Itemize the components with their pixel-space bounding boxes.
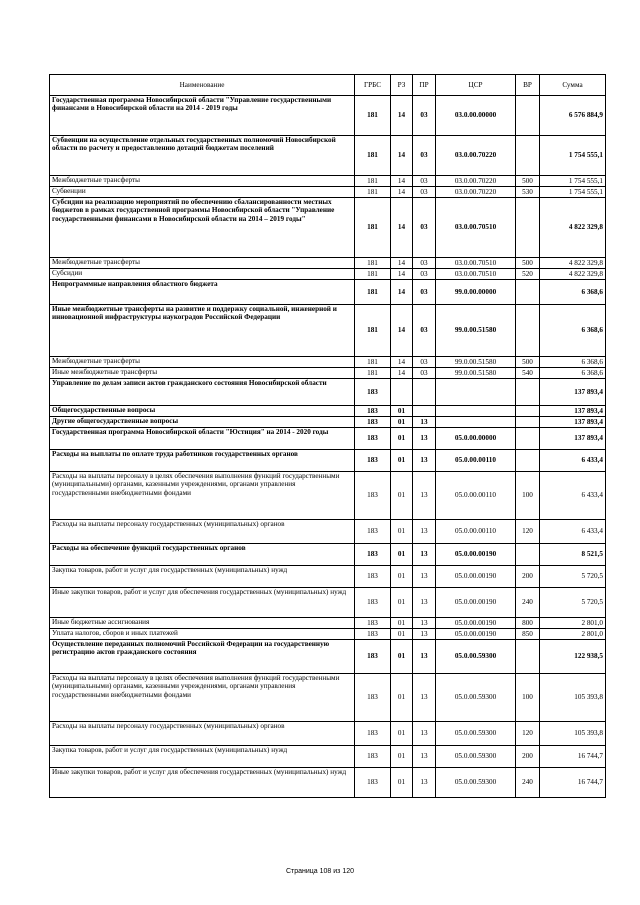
- cell-rz: 01: [391, 618, 413, 629]
- cell-name: Субсидии: [50, 269, 355, 280]
- cell-name: Осуществление переданных полномочий Российской Федерации на государственную регистрацию актов гражданского состояния: [50, 640, 355, 674]
- cell-grbs: 183: [355, 406, 391, 417]
- cell-grbs: 181: [355, 357, 391, 368]
- cell-csr: 05.0.00.00110: [436, 472, 516, 520]
- header-csr: ЦСР: [436, 75, 516, 96]
- cell-vr: [516, 428, 540, 450]
- cell-csr: 05.0.00.00190: [436, 566, 516, 588]
- cell-sum: 16 744,7: [540, 746, 606, 768]
- table-row: [50, 588, 606, 618]
- cell-vr: 240: [516, 588, 540, 618]
- cell-sum: 4 822 329,8: [540, 198, 606, 258]
- cell-vr: 500: [516, 258, 540, 269]
- cell-sum: 1 754 555,1: [540, 136, 606, 176]
- cell-rz: 14: [391, 368, 413, 379]
- cell-sum: 6 368,6: [540, 357, 606, 368]
- cell-vr: 240: [516, 768, 540, 798]
- cell-csr: 99.0.00.51580: [436, 305, 516, 357]
- header-pr: ПР: [413, 75, 436, 96]
- cell-rz: 14: [391, 136, 413, 176]
- table-row: [50, 544, 606, 566]
- cell-rz: 01: [391, 406, 413, 417]
- table-row: [50, 258, 606, 269]
- table-row: [50, 417, 606, 428]
- cell-vr: 800: [516, 618, 540, 629]
- cell-sum: 5 720,5: [540, 566, 606, 588]
- cell-pr: 03: [413, 136, 436, 176]
- cell-vr: 500: [516, 176, 540, 187]
- cell-grbs: 183: [355, 640, 391, 674]
- cell-pr: 13: [413, 566, 436, 588]
- cell-name: Иные закупки товаров, работ и услуг для обеспечения государственных (муниципальных) нужд: [50, 588, 355, 618]
- cell-grbs: 183: [355, 450, 391, 472]
- cell-csr: 03.0.00.70510: [436, 258, 516, 269]
- table-row: [50, 269, 606, 280]
- cell-rz: 01: [391, 746, 413, 768]
- table-row: [50, 96, 606, 136]
- cell-name: Межбюджетные трансферты: [50, 176, 355, 187]
- cell-rz: 01: [391, 520, 413, 544]
- cell-csr: 05.0.00.00110: [436, 520, 516, 544]
- cell-grbs: 181: [355, 198, 391, 258]
- header-name: Наименование: [50, 75, 355, 96]
- cell-sum: 6 368,6: [540, 280, 606, 305]
- header-sum: Сумма: [540, 75, 606, 96]
- table-row: [50, 768, 606, 798]
- cell-pr: [413, 406, 436, 417]
- cell-sum: 1 754 555,1: [540, 187, 606, 198]
- cell-name: Общегосударственные вопросы: [50, 406, 355, 417]
- header-vr: ВР: [516, 75, 540, 96]
- cell-vr: 100: [516, 472, 540, 520]
- cell-rz: 01: [391, 722, 413, 746]
- cell-vr: 120: [516, 520, 540, 544]
- cell-sum: 16 744,7: [540, 768, 606, 798]
- cell-csr: 05.0.00.00110: [436, 450, 516, 472]
- cell-rz: 01: [391, 417, 413, 428]
- cell-pr: [413, 379, 436, 406]
- header-grbs: ГРБС: [355, 75, 391, 96]
- cell-rz: 14: [391, 269, 413, 280]
- cell-name: Уплата налогов, сборов и иных платежей: [50, 629, 355, 640]
- cell-name: Межбюджетные трансферты: [50, 357, 355, 368]
- cell-sum: 6 368,6: [540, 305, 606, 357]
- cell-grbs: 183: [355, 588, 391, 618]
- cell-grbs: 183: [355, 629, 391, 640]
- cell-vr: [516, 136, 540, 176]
- cell-grbs: 181: [355, 269, 391, 280]
- cell-grbs: 183: [355, 618, 391, 629]
- cell-vr: [516, 406, 540, 417]
- table-row: [50, 198, 606, 258]
- cell-sum: 105 393,8: [540, 722, 606, 746]
- cell-rz: 14: [391, 357, 413, 368]
- cell-name: Межбюджетные трансферты: [50, 258, 355, 269]
- table-row: [50, 428, 606, 450]
- cell-sum: 137 893,4: [540, 379, 606, 406]
- table-row: [50, 305, 606, 357]
- cell-csr: [436, 417, 516, 428]
- cell-rz: 14: [391, 258, 413, 269]
- cell-vr: [516, 379, 540, 406]
- cell-csr: 05.0.00.00190: [436, 629, 516, 640]
- cell-csr: 03.0.00.70220: [436, 136, 516, 176]
- cell-name: Управление по делам записи актов гражданского состояния Новосибирской области: [50, 379, 355, 406]
- table-row: [50, 136, 606, 176]
- table-row: [50, 520, 606, 544]
- cell-rz: 01: [391, 450, 413, 472]
- table-row: [50, 280, 606, 305]
- cell-pr: 13: [413, 746, 436, 768]
- cell-grbs: 181: [355, 96, 391, 136]
- cell-sum: 122 938,5: [540, 640, 606, 674]
- cell-name: Закупка товаров, работ и услуг для государственных (муниципальных) нужд: [50, 746, 355, 768]
- cell-csr: 05.0.00.59300: [436, 640, 516, 674]
- cell-vr: 500: [516, 357, 540, 368]
- cell-pr: 03: [413, 96, 436, 136]
- cell-name: Субвенции: [50, 187, 355, 198]
- cell-csr: 03.0.00.70510: [436, 269, 516, 280]
- cell-grbs: 181: [355, 258, 391, 269]
- cell-sum: 6 433,4: [540, 520, 606, 544]
- cell-pr: 03: [413, 269, 436, 280]
- cell-pr: 03: [413, 187, 436, 198]
- cell-vr: 540: [516, 368, 540, 379]
- cell-name: Иные межбюджетные трансферты на развитие и поддержку социальной, инженерной и инновационной инфраструктуры наукоградов Российской Федерации: [50, 305, 355, 357]
- cell-csr: 05.0.00.00190: [436, 588, 516, 618]
- cell-vr: 200: [516, 566, 540, 588]
- cell-pr: 13: [413, 544, 436, 566]
- cell-vr: 100: [516, 674, 540, 722]
- cell-sum: 105 393,8: [540, 674, 606, 722]
- cell-name: Государственная программа Новосибирской области "Юстиция" на 2014 - 2020 годы: [50, 428, 355, 450]
- cell-vr: 530: [516, 187, 540, 198]
- cell-grbs: 183: [355, 544, 391, 566]
- table-row: [50, 379, 606, 406]
- cell-name: Иные закупки товаров, работ и услуг для обеспечения государственных (муниципальных) нужд: [50, 768, 355, 798]
- cell-rz: 01: [391, 544, 413, 566]
- cell-name: Государственная программа Новосибирской области "Управление государственными финансами в Новосибирской области на 2014 - 2019 годы: [50, 96, 355, 136]
- cell-rz: 01: [391, 472, 413, 520]
- cell-pr: 13: [413, 768, 436, 798]
- cell-vr: [516, 640, 540, 674]
- cell-csr: 99.0.00.51580: [436, 357, 516, 368]
- cell-vr: 520: [516, 269, 540, 280]
- cell-pr: 03: [413, 357, 436, 368]
- cell-rz: 01: [391, 629, 413, 640]
- cell-pr: 13: [413, 640, 436, 674]
- table-row: [50, 450, 606, 472]
- cell-sum: 8 521,5: [540, 544, 606, 566]
- cell-pr: 13: [413, 618, 436, 629]
- cell-rz: 14: [391, 280, 413, 305]
- cell-pr: 13: [413, 588, 436, 618]
- cell-grbs: 183: [355, 746, 391, 768]
- cell-grbs: 183: [355, 379, 391, 406]
- budget-table: [49, 74, 606, 798]
- cell-grbs: 181: [355, 280, 391, 305]
- cell-sum: 137 893,4: [540, 417, 606, 428]
- table-row: [50, 566, 606, 588]
- cell-pr: 13: [413, 472, 436, 520]
- cell-vr: [516, 305, 540, 357]
- cell-rz: 01: [391, 768, 413, 798]
- header-rz: РЗ: [391, 75, 413, 96]
- table-row: [50, 674, 606, 722]
- cell-pr: 13: [413, 520, 436, 544]
- table-row: [50, 618, 606, 629]
- cell-grbs: 183: [355, 722, 391, 746]
- cell-csr: 03.0.00.70220: [436, 176, 516, 187]
- cell-rz: 01: [391, 640, 413, 674]
- cell-sum: 6 576 884,9: [540, 96, 606, 136]
- cell-csr: 05.0.00.00190: [436, 618, 516, 629]
- cell-sum: 6 433,4: [540, 450, 606, 472]
- cell-name: Расходы на выплаты персоналу государственных (муниципальных) органов: [50, 520, 355, 544]
- cell-vr: [516, 450, 540, 472]
- cell-sum: 5 720,5: [540, 588, 606, 618]
- cell-sum: 137 893,4: [540, 406, 606, 417]
- cell-csr: 03.0.00.70510: [436, 198, 516, 258]
- cell-rz: 01: [391, 428, 413, 450]
- cell-rz: 01: [391, 588, 413, 618]
- cell-name: Закупка товаров, работ и услуг для государственных (муниципальных) нужд: [50, 566, 355, 588]
- cell-grbs: 183: [355, 674, 391, 722]
- cell-pr: 03: [413, 305, 436, 357]
- cell-pr: 13: [413, 450, 436, 472]
- cell-rz: 01: [391, 674, 413, 722]
- cell-grbs: 183: [355, 768, 391, 798]
- cell-rz: 01: [391, 566, 413, 588]
- cell-name: Субсидии на реализацию мероприятий по обеспечению сбалансированности местных бюджетов в рамках государственной программы Новосибирской области "Управление государственными финансами в Новосибирской области на 2014 – 2019 годы": [50, 198, 355, 258]
- cell-pr: 03: [413, 280, 436, 305]
- table-row: [50, 629, 606, 640]
- cell-pr: 13: [413, 417, 436, 428]
- page-number: Страница 108 из 120: [285, 868, 355, 875]
- cell-rz: 14: [391, 187, 413, 198]
- cell-grbs: 183: [355, 520, 391, 544]
- table-row: [50, 368, 606, 379]
- cell-sum: 6 433,4: [540, 472, 606, 520]
- cell-sum: 1 754 555,1: [540, 176, 606, 187]
- cell-sum: 2 801,0: [540, 629, 606, 640]
- cell-name: Расходы на обеспечение функций государственных органов: [50, 544, 355, 566]
- cell-vr: 850: [516, 629, 540, 640]
- cell-name: Расходы на выплаты персоналу в целях обеспечения выполнения функций государственными (муниципальными) органами, казенными учреждениями, органами управления государственными внебюджетными фондами: [50, 472, 355, 520]
- cell-pr: 13: [413, 674, 436, 722]
- cell-name: Расходы на выплаты персоналу государственных (муниципальных) органов: [50, 722, 355, 746]
- cell-grbs: 183: [355, 417, 391, 428]
- cell-csr: 99.0.00.00000: [436, 280, 516, 305]
- cell-csr: [436, 379, 516, 406]
- cell-vr: [516, 417, 540, 428]
- cell-name: Иные бюджетные ассигнования: [50, 618, 355, 629]
- cell-vr: [516, 544, 540, 566]
- cell-vr: [516, 96, 540, 136]
- cell-name: Другие общегосударственные вопросы: [50, 417, 355, 428]
- cell-pr: 03: [413, 368, 436, 379]
- cell-grbs: 183: [355, 428, 391, 450]
- cell-vr: [516, 198, 540, 258]
- cell-pr: 13: [413, 629, 436, 640]
- cell-rz: 14: [391, 198, 413, 258]
- cell-rz: [391, 379, 413, 406]
- cell-csr: 05.0.00.59300: [436, 768, 516, 798]
- table-row: [50, 187, 606, 198]
- cell-name: Расходы на выплаты персоналу в целях обеспечения выполнения функций государственными (муниципальными) органами, казенными учреждениями, органами управления государственными внебюджетными фондами: [50, 674, 355, 722]
- cell-csr: 05.0.00.00000: [436, 428, 516, 450]
- cell-grbs: 183: [355, 472, 391, 520]
- cell-csr: 05.0.00.59300: [436, 746, 516, 768]
- cell-sum: 137 893,4: [540, 428, 606, 450]
- cell-grbs: 181: [355, 187, 391, 198]
- cell-name: Расходы на выплаты по оплате труда работников государственных органов: [50, 450, 355, 472]
- cell-pr: 03: [413, 198, 436, 258]
- cell-csr: 03.0.00.70220: [436, 187, 516, 198]
- cell-csr: 99.0.00.51580: [436, 368, 516, 379]
- cell-grbs: 181: [355, 368, 391, 379]
- cell-name: Иные межбюджетные трансферты: [50, 368, 355, 379]
- table-header-row: [50, 75, 606, 96]
- table-row: [50, 406, 606, 417]
- cell-vr: 200: [516, 746, 540, 768]
- cell-csr: 05.0.00.59300: [436, 722, 516, 746]
- cell-rz: 14: [391, 176, 413, 187]
- cell-csr: [436, 406, 516, 417]
- table-row: [50, 357, 606, 368]
- cell-pr: 03: [413, 176, 436, 187]
- cell-pr: 13: [413, 722, 436, 746]
- cell-pr: 03: [413, 258, 436, 269]
- cell-vr: [516, 280, 540, 305]
- cell-grbs: 181: [355, 136, 391, 176]
- cell-rz: 14: [391, 305, 413, 357]
- cell-vr: 120: [516, 722, 540, 746]
- cell-csr: 05.0.00.00190: [436, 544, 516, 566]
- cell-name: Субвенции на осуществление отдельных государственных полномочий Новосибирской области по расчету и предоставлению дотаций бюджетам поселений: [50, 136, 355, 176]
- table-row: [50, 722, 606, 746]
- cell-sum: 4 822 329,8: [540, 258, 606, 269]
- table-row: [50, 746, 606, 768]
- table-body: [50, 96, 606, 798]
- cell-csr: 05.0.00.59300: [436, 674, 516, 722]
- cell-grbs: 181: [355, 176, 391, 187]
- table-row: [50, 472, 606, 520]
- cell-sum: 6 368,6: [540, 368, 606, 379]
- cell-name: Непрограммные направления областного бюджета: [50, 280, 355, 305]
- cell-sum: 2 801,0: [540, 618, 606, 629]
- cell-grbs: 181: [355, 305, 391, 357]
- cell-csr: 03.0.00.00000: [436, 96, 516, 136]
- cell-rz: 14: [391, 96, 413, 136]
- cell-sum: 4 822 329,8: [540, 269, 606, 280]
- cell-pr: 13: [413, 428, 436, 450]
- table-row: [50, 176, 606, 187]
- cell-grbs: 183: [355, 566, 391, 588]
- table-row: [50, 640, 606, 674]
